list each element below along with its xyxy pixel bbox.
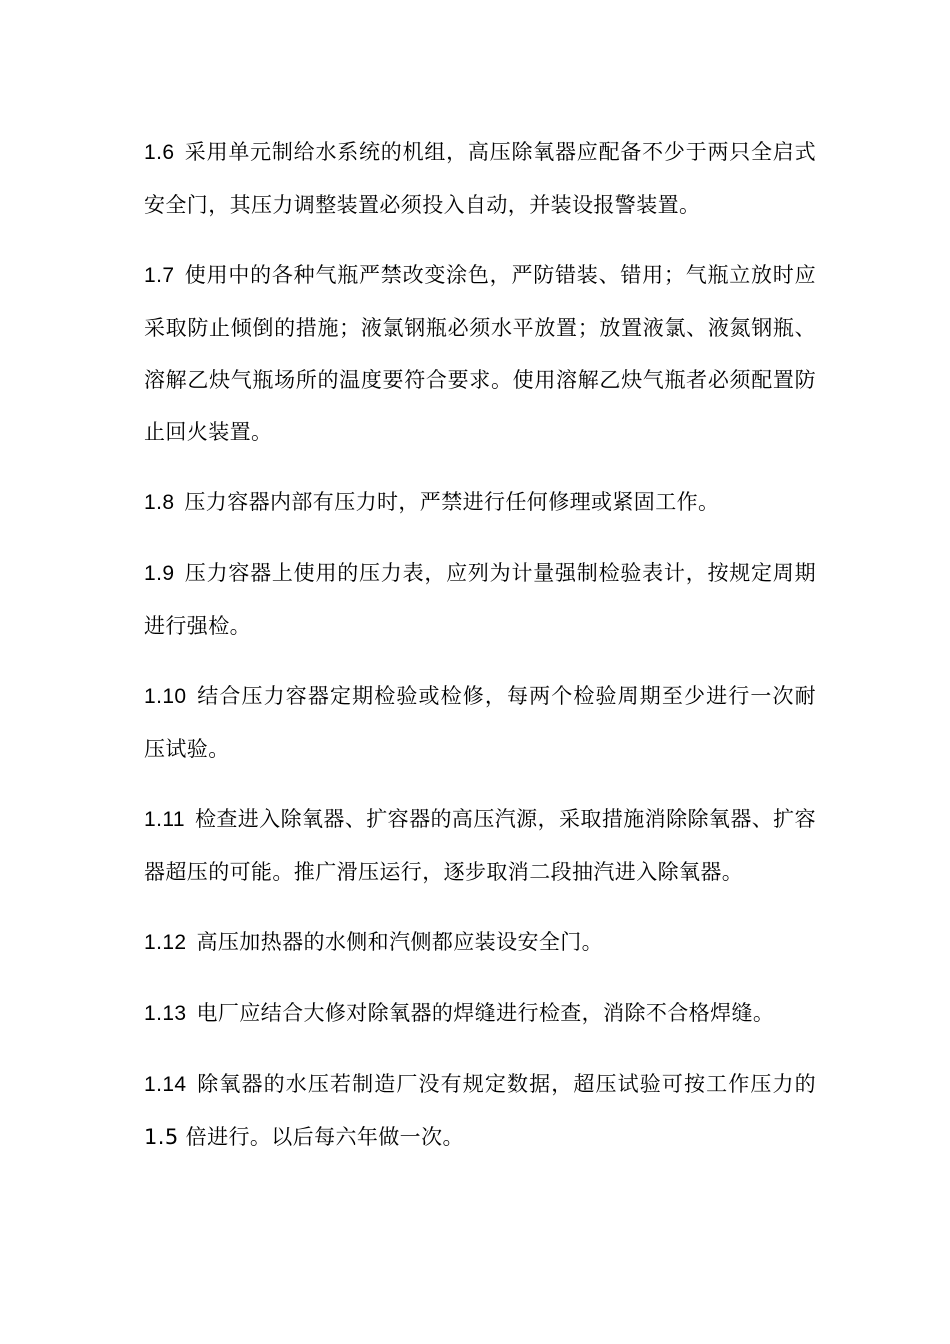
clause-text: 使用中的各种气瓶严禁改变涂色，严防错装、错用；气瓶立放时应采取防止倾倒的措施；液氯钢瓶必须水平放置；放置液氯、液氮钢瓶、溶解乙炔气瓶场所的温度要符合要求。使用溶解乙炔气瓶者必须配置防止回火装置。 — [144, 263, 816, 444]
clause-text: 压力容器上使用的压力表，应列为计量强制检验表计，按规定周期进行强检。 — [144, 561, 816, 638]
clause-number: 1.14 — [144, 1073, 187, 1096]
clause-number: 1.12 — [144, 931, 187, 954]
clause-1-10 — [144, 670, 816, 775]
clause-1-7 — [144, 249, 816, 458]
clause-number: 1.8 — [144, 491, 175, 514]
clause-number: 1.11 — [144, 808, 185, 831]
clause-1-13 — [144, 987, 816, 1040]
document-body — [144, 126, 816, 1181]
clause-number: 1.6 — [144, 141, 175, 164]
clause-number: 1.7 — [144, 264, 175, 287]
clause-1-8 — [144, 476, 816, 529]
clause-1-11 — [144, 793, 816, 898]
clause-text: 电厂应结合大修对除氧器的焊缝进行检查，消除不合格焊缝。 — [196, 1001, 775, 1025]
clause-text: 压力容器内部有压力时，严禁进行任何修理或紧固工作。 — [184, 490, 720, 514]
clause-1-9 — [144, 547, 816, 652]
clause-1-12 — [144, 916, 816, 969]
clause-number: 1.13 — [144, 1002, 187, 1025]
clause-text: 结合压力容器定期检验或检修，每两个检验周期至少进行一次耐压试验。 — [144, 684, 816, 761]
clause-text: 检查进入除氧器、扩容器的高压汽源，采取措施消除除氧器、扩容器超压的可能。推广滑压运行，逐步取消二段抽汽进入除氧器。 — [144, 807, 816, 884]
clause-number: 1.9 — [144, 562, 175, 585]
clause-text: 采用单元制给水系统的机组，高压除氧器应配备不少于两只全启式安全门，其压力调整装置必须投入自动，并装设报警装置。 — [144, 140, 816, 217]
clause-1-14 — [144, 1058, 816, 1163]
clause-1-6 — [144, 126, 816, 231]
clause-text: 高压加热器的水侧和汽侧都应装设安全门。 — [196, 930, 604, 954]
clause-text: 除氧器的水压若制造厂没有规定数据，超压试验可按工作压力的 1.5 倍进行。以后每六年做一次。 — [144, 1072, 816, 1149]
clause-number: 1.10 — [144, 685, 187, 708]
